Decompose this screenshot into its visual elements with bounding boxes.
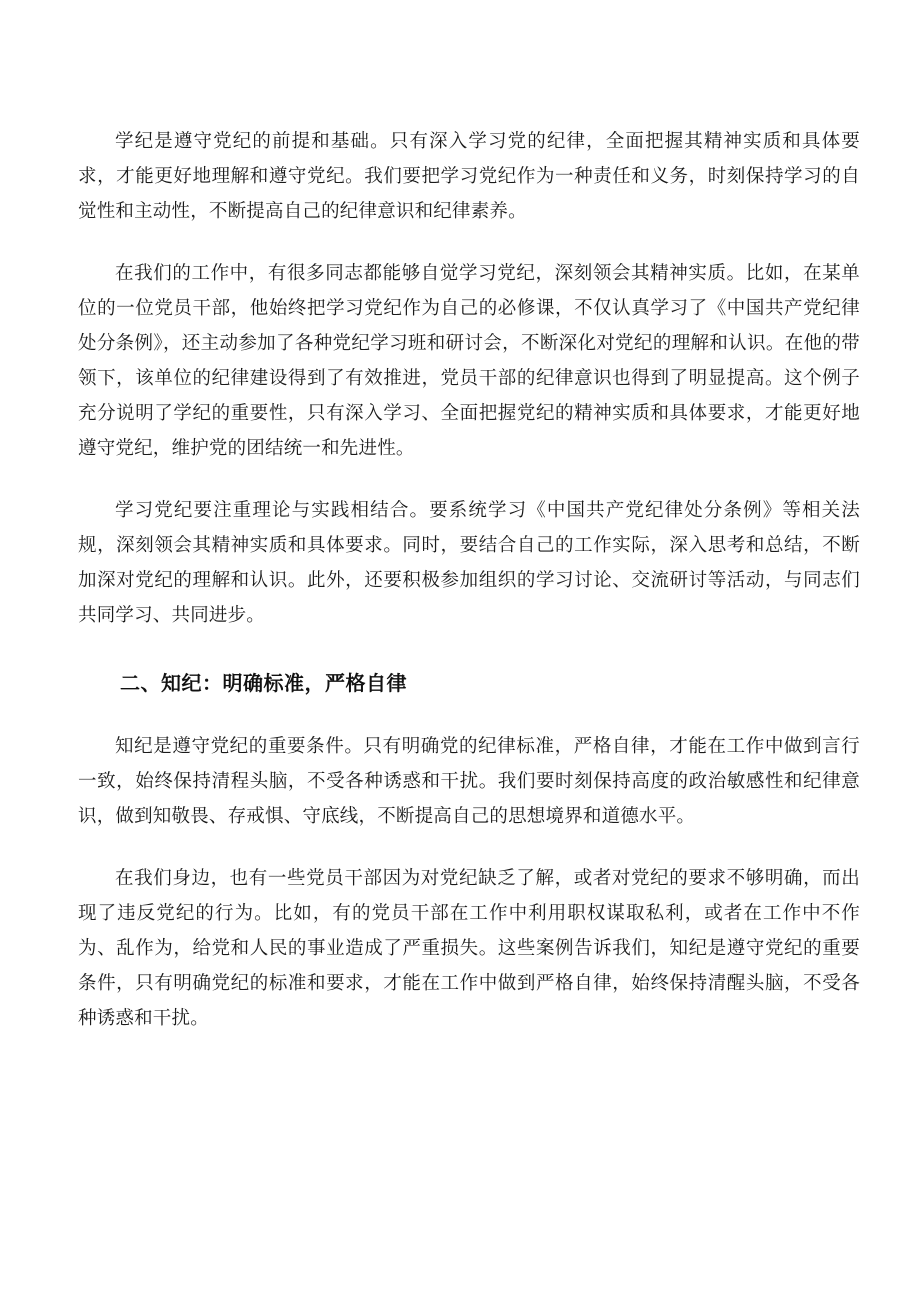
document-body	[78, 124, 860, 1036]
paragraph-theory-practice: 学习党纪要注重理论与实践相结合。要系统学习《中国共产党纪律处分条例》等相关法规，深刻领会其精神实质和具体要求。同时，要结合自己的工作实际，深入思考和总结，不断加深对党纪的理解和认识。此外，还要积极参加组织的学习讨论、交流研讨等活动，与同志们共同学习、共同进步。	[78, 500, 860, 626]
paragraph-violation-cases: 在我们身边，也有一些党员干部因为对党纪缺乏了解，或者对党纪的要求不够明确，而出现了违反党纪的行为。比如，有的党员干部在工作中利用职权谋取私利，或者在工作中不作为、乱作为，给党和人民的事业造成了严重损失。这些案例告诉我们，知纪是遵守党纪的重要条件，只有明确党纪的标准和要求，才能在工作中做到严格自律，始终保持清醒头脑，不受各种诱惑和干扰。	[78, 868, 860, 1029]
paragraph-know-discipline-condition: 知纪是遵守党纪的重要条件。只有明确党的纪律标准，严格自律，才能在工作中做到言行一致，始终保持清程头脑，不受各种诱惑和干扰。我们要时刻保持高度的政治敏感性和纪律意识，做到知敬畏、存戒惧、守底线，不断提高自己的思想境界和道德水平。	[78, 736, 860, 827]
section-heading-know-discipline: 二、知纪：明确标准，严格自律	[120, 671, 407, 695]
paragraph-study-discipline-basis: 学纪是遵守党纪的前提和基础。只有深入学习党的纪律，全面把握其精神实质和具体要求，才能更好地理解和遵守党纪。我们要把学习党纪作为一种责任和义务，时刻保持学习的自觉性和主动性，不断提高自己的纪律意识和纪律素养。	[78, 131, 860, 222]
paragraph-study-example: 在我们的工作中，有很多同志都能够自觉学习党纪，深刻领会其精神实质。比如，在某单位的一位党员干部，他始终把学习党纪作为自己的必修课，不仅认真学习了《中国共产党纪律处分条例》，还主动参加了各种党纪学习班和研讨会，不断深化对党纪的理解和认识。在他的带领下，该单位的纪律建设得到了有效推进，党员干部的纪律意识也得到了明显提高。这个例子充分说明了学纪的重要性，只有深入学习、全面把握党纪的精神实质和具体要求，才能更好地遵守党纪，维护党的团结统一和先进性。	[78, 263, 860, 459]
